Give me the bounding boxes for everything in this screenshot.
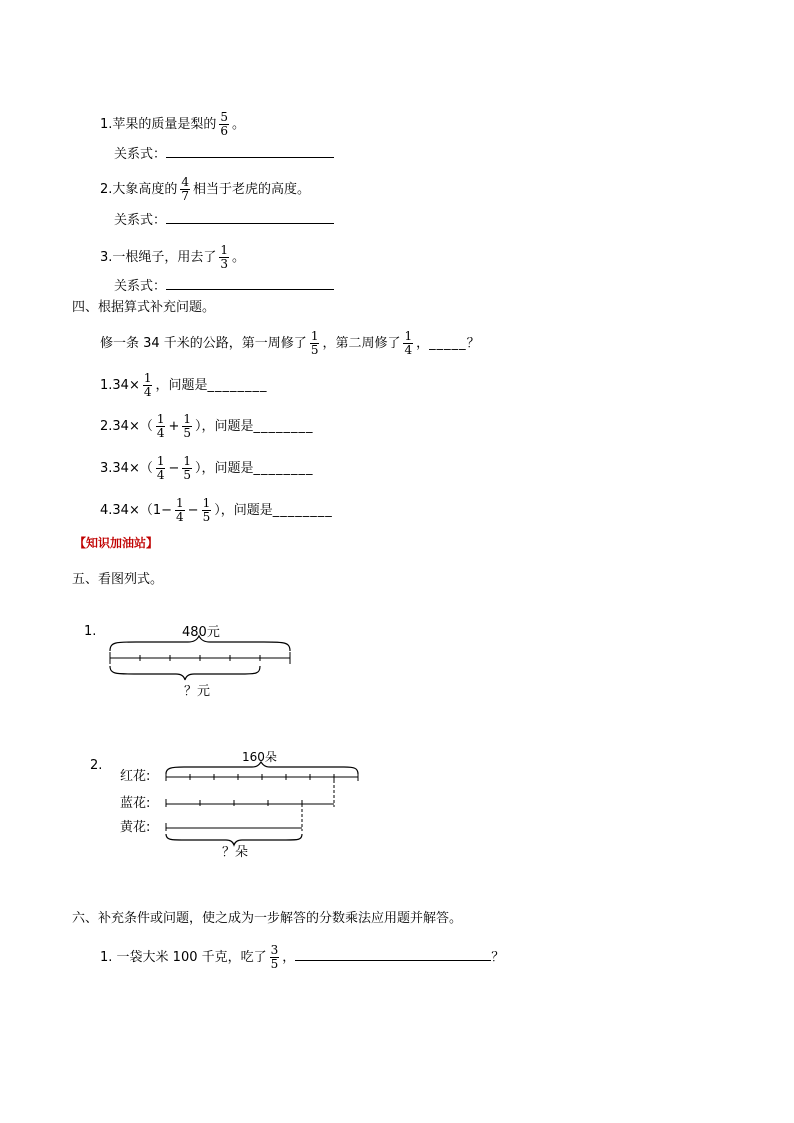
fig1-top-label: 480元 — [182, 625, 220, 640]
answer-blank[interactable]: ________ — [253, 419, 314, 434]
fraction: $\frac{1}{4}$ — [156, 412, 165, 440]
tip-heading: 【知识加油站】 — [74, 536, 159, 550]
top-brace — [110, 636, 290, 651]
s4-item-3: 3.34×（ $\frac{1}{4}$ − $\frac{1}{5}$ ），问题是________ — [100, 454, 314, 482]
fig1-bottom-label: ？元 — [184, 684, 211, 699]
fraction: $\frac{1}{3}$ — [220, 243, 229, 271]
answer-blank[interactable] — [295, 948, 491, 961]
fraction: $\frac{1}{4}$ — [176, 496, 184, 524]
row-label-red: 红花: — [120, 769, 151, 784]
section5-heading: 五、看图列式。 — [72, 572, 164, 587]
s3-item-1-label: 1.苹果的质量是梨的 — [100, 117, 217, 132]
fraction: $\frac{1}{5}$ — [183, 454, 192, 482]
s3-item-3-label: 3.一根绳子，用去了 — [100, 250, 217, 265]
bottom-brace — [110, 666, 260, 680]
answer-blank[interactable]: _____ — [429, 336, 467, 351]
s4-item-2: 2.34×（ $\frac{1}{4}$ + $\frac{1}{5}$ ），问题是________ — [100, 412, 314, 440]
relation-label: 关系式： — [114, 147, 167, 162]
answer-blank[interactable] — [166, 211, 334, 224]
section6-heading: 六、补充条件或问题，使之成为一步解答的分数乘法应用题并解答。 — [72, 911, 463, 926]
fraction: $\frac{3}{5}$ — [270, 943, 279, 971]
s3-item-2-label: 2.大象高度的 — [100, 182, 178, 197]
bottom-brace — [166, 834, 302, 845]
answer-blank[interactable]: ________ — [272, 503, 333, 518]
fraction: $\frac{1}{4}$ — [156, 454, 165, 482]
red-bar — [166, 773, 358, 781]
fraction: $\frac{1}{5}$ — [183, 412, 192, 440]
answer-blank[interactable]: ________ — [207, 378, 268, 393]
blue-bar — [166, 780, 334, 807]
fraction: $\frac{4}{7}$ — [181, 175, 190, 203]
fraction: $\frac{1}{4}$ — [143, 371, 152, 399]
fraction: $\frac{1}{5}$ — [202, 496, 211, 524]
relation-line-2 — [114, 211, 334, 229]
fig2-top-label: 160朵 — [242, 750, 277, 764]
fig1-number: 1. — [84, 624, 97, 639]
s3-item-3: 3.一根绳子，用去了 $\frac{1}{3}$ 。 — [100, 243, 246, 271]
relation-label: 关系式： — [114, 279, 167, 294]
answer-blank[interactable] — [166, 277, 334, 290]
relation-line-1 — [114, 145, 334, 163]
s4-item-1: 1.34× $\frac{1}{4}$ ，问题是________ — [100, 371, 268, 399]
relation-line-3 — [114, 277, 334, 295]
fig2-bottom-label: ？朵 — [222, 845, 249, 860]
row-label-yellow: 黄花: — [120, 820, 151, 835]
s4-item-4: 4.34×（1− $\frac{1}{4}$ − $\frac{1}{5}$ ），问题是________ — [100, 496, 333, 524]
answer-blank[interactable] — [166, 145, 334, 158]
s3-item-1: 1.苹果的质量是梨的 $\frac{5}{6}$ 。 — [100, 110, 246, 138]
top-brace — [166, 762, 358, 774]
fraction: $\frac{5}{6}$ — [220, 110, 229, 138]
answer-blank[interactable]: ________ — [253, 461, 314, 476]
fig1-diagram — [100, 618, 300, 703]
s4-problem: 修一条 34 千米的公路，第一周修了 $\frac{1}{5}$ ，第二周修了 $\frac{1}{4}$ ，_____？ — [100, 329, 480, 357]
fig2-number: 2. — [90, 758, 103, 773]
section4-heading: 四、根据算式补充问题。 — [72, 300, 216, 315]
s6-item-1: 1. 一袋大米 100 千克，吃了 $\frac{3}{5}$ ， ？ — [100, 943, 505, 971]
row-label-blue: 蓝花: — [120, 796, 151, 811]
s3-item-2: 2.大象高度的 $\frac{4}{7}$ 相当于老虎的高度。 — [100, 175, 311, 203]
fraction: $\frac{1}{5}$ — [310, 329, 319, 357]
yellow-bar — [166, 804, 302, 831]
fraction: $\frac{1}{4}$ — [404, 329, 413, 357]
fig2-diagram — [118, 744, 368, 864]
relation-label: 关系式： — [114, 213, 167, 228]
